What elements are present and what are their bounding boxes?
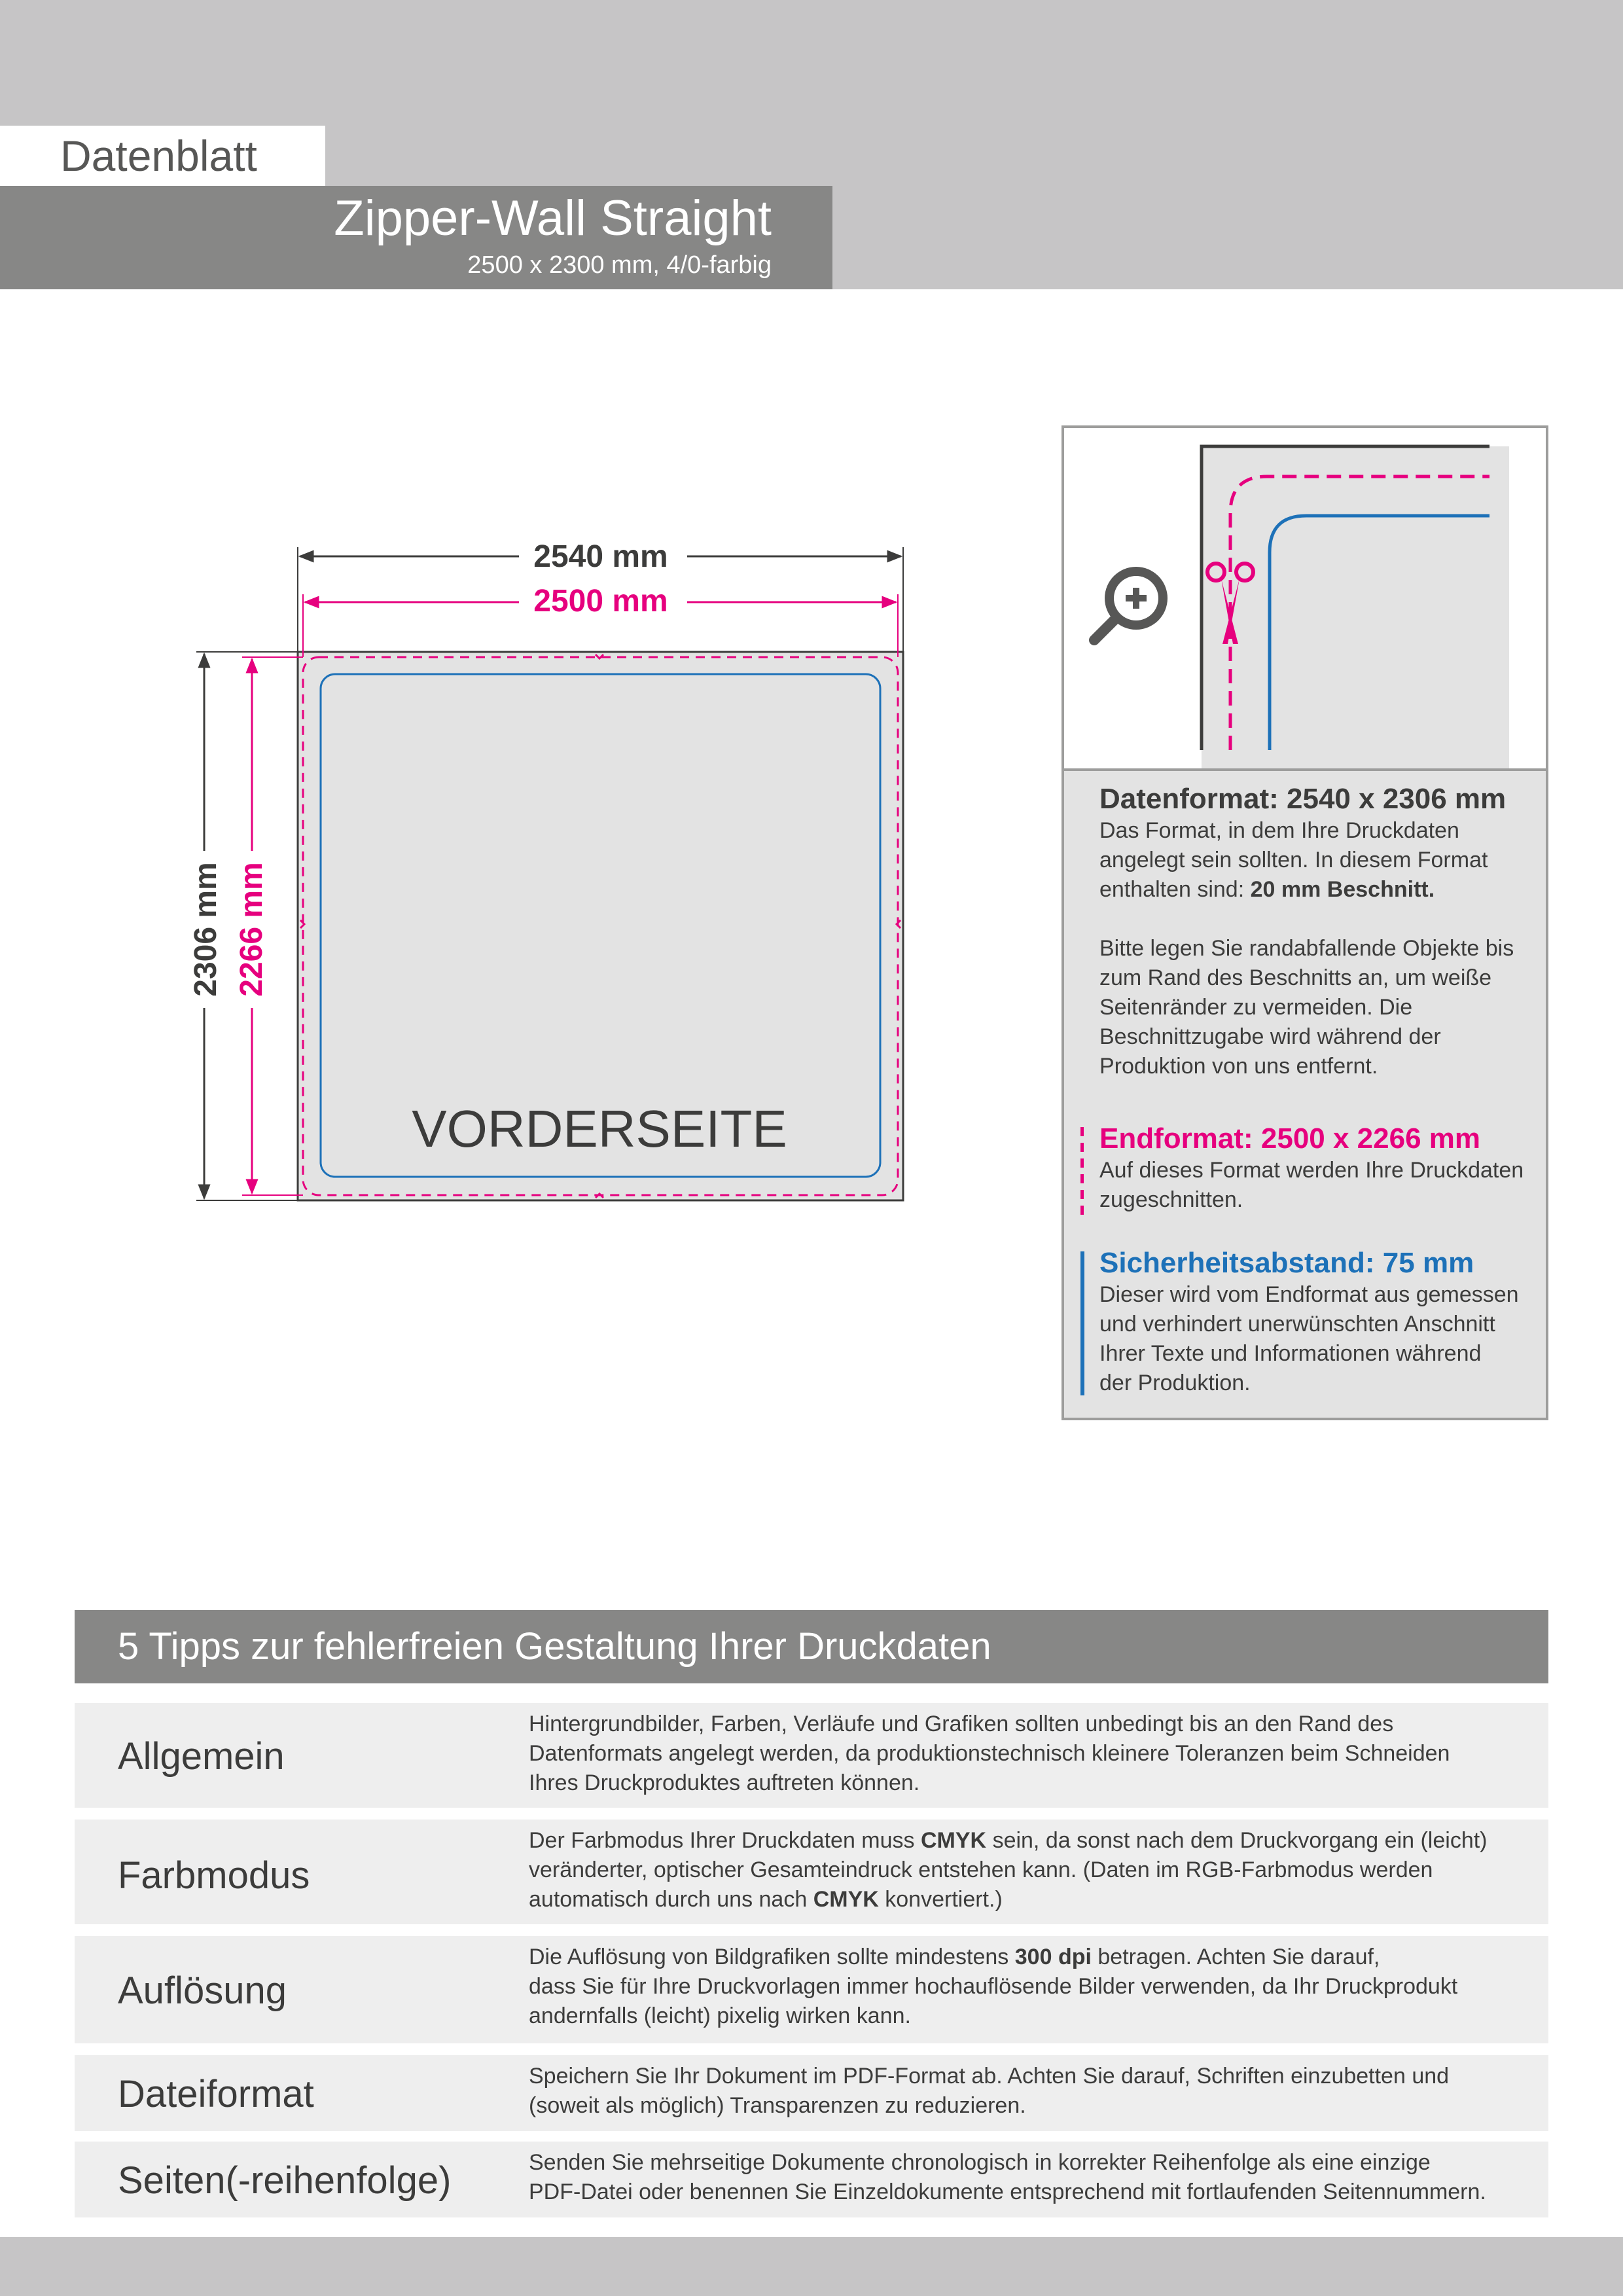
info-datenformat [1099,782,1544,1081]
tip-text: Speichern Sie Ihr Dokument im PDF-Format ab. Achten Sie darauf, Schriften einzubetten und (soweit als möglich) Transparenzen zu reduzieren. [529,2064,1450,2118]
datenformat-line: zum Rand des Beschnitts an, um weiße [1099,965,1492,990]
info-sicherheit [1099,1246,1544,1398]
tip-label: Seiten(-reihenfolge) [118,2159,452,2202]
sicherheit-line: der Produktion. [1099,1371,1251,1395]
sicherheit-marker [1080,1251,1084,1395]
tip-label: Auflösung [118,1969,287,2012]
data-width-label: 2540 mm [533,539,668,574]
product-title: Zipper-Wall Straight [334,190,772,246]
datenformat-line: enthalten sind: 20 mm Beschnitt. [1099,877,1435,902]
title-bar [0,186,832,289]
tip-row-dateiformat [75,2055,1548,2131]
sheet-label-text: Datenblatt [60,132,257,180]
endformat-heading: Endformat: 2500 x 2266 mm [1099,1122,1481,1155]
datenformat-text [1099,816,1544,1081]
endformat-text [1099,1156,1544,1215]
datenformat-line: angelegt sein sollten. In diesem Format [1099,848,1488,872]
tip-row-allgemein [75,1703,1548,1808]
tip-row-aufloesung [75,1936,1548,2043]
product-subtitle: 2500 x 2300 mm, 4/0-farbig [467,251,772,279]
side-label: VORDERSEITE [412,1100,787,1158]
sicherheit-text [1099,1280,1544,1398]
tip-label: Allgemein [118,1735,285,1778]
endformat-marker [1080,1127,1084,1219]
footer-band [0,2237,1623,2296]
endformat-line: zugeschnitten. [1099,1187,1243,1212]
datenformat-line: Bitte legen Sie randabfallende Objekte bis [1099,936,1514,961]
sheet-label [0,126,325,186]
final-width-label: 2500 mm [533,584,668,619]
sicherheit-line: Dieser wird vom Endformat aus gemessen [1099,1282,1519,1307]
format-diagram [183,524,929,1230]
tips-header [75,1610,1548,1683]
datenformat-heading: Datenformat: 2540 x 2306 mm [1099,783,1507,815]
sicherheit-line: Ihrer Texte und Informationen während [1099,1341,1482,1366]
tip-text: Hintergrundbilder, Farben, Verläufe und Grafiken sollten unbedingt bis an den Rand des Datenformats angelegt werden, da produktionstechnisch kleinere Toleranzen beim Schneiden Ihres Druckproduktes auftreten können. [529,1712,1450,1795]
tips-title: 5 Tipps zur fehlerfreien Gestaltung Ihrer Druckdaten [118,1625,991,1668]
tip-row-farbmodus [75,1820,1548,1924]
sicherheit-line: und verhindert unerwünschten Anschnitt [1099,1312,1495,1336]
sicherheit-heading: Sicherheitsabstand: 75 mm [1099,1247,1474,1279]
datenformat-line: Produktion von uns entfernt. [1099,1054,1378,1079]
zoom-detail-graphic [1064,428,1546,768]
tip-label: Farbmodus [118,1854,310,1897]
tip-label: Dateiformat [118,2073,314,2115]
tip-text: Die Auflösung von Bildgrafiken sollte mindestens 300 dpi betragen. Achten Sie darauf, dass Sie für Ihre Druckvorlagen immer hochauflösende Bilder verwenden, da Ihr Druckprodukt andernfalls (leicht) pixelig wirken kann. [529,1945,1458,2028]
tip-text: Senden Sie mehrseitige Dokumente chronologisch in korrekter Reihenfolge als eine einzige PDF-Datei oder benennen Sie Einzeldokumente entsprechend mit fortlaufenden Seitennummern. [529,2150,1486,2204]
tip-row-seiten [75,2142,1548,2217]
data-height-label: 2306 mm [188,862,223,997]
datenformat-line: Seitenränder zu vermeiden. Die [1099,995,1413,1020]
final-height-label: 2266 mm [234,862,269,997]
datenformat-line: Beschnittzugabe wird während der [1099,1024,1441,1049]
datenformat-line: Das Format, in dem Ihre Druckdaten [1099,818,1459,843]
endformat-line: Auf dieses Format werden Ihre Druckdaten [1099,1158,1524,1183]
tip-text: Der Farbmodus Ihrer Druckdaten muss CMYK sein, da sonst nach dem Druckvorgang ein (leicht) veränderter, optischer Gesamteindruck entstehen kann. (Daten im RGB-Farbmodus werden automatisch durch uns nach CMYK konvertiert.) [529,1828,1488,1912]
zoom-in-icon [1094,567,1168,640]
zoom-detail [1064,428,1546,771]
info-endformat [1099,1122,1544,1215]
